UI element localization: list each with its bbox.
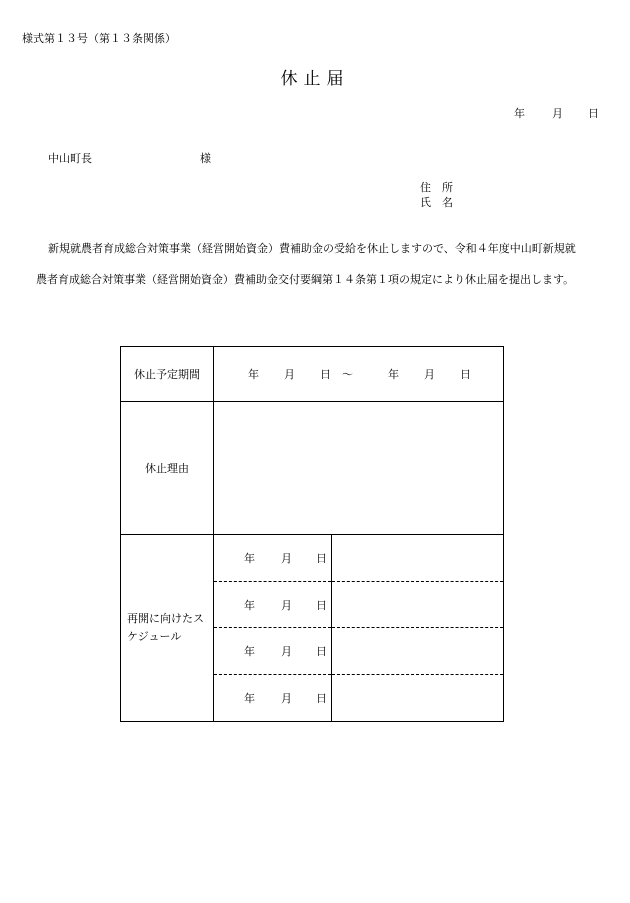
schedule-year: 年 [244,692,255,705]
period-start-month: 月 [284,368,295,381]
recipient-honorific: 様 [200,152,211,165]
address-label: 住 所 [420,181,453,194]
period-start-year: 年 [248,368,259,381]
schedule-date-3[interactable] [214,628,332,675]
period-label: 休止予定期間 [121,347,214,402]
schedule-month: 月 [281,692,292,705]
recipient-name: 中山町長 [48,152,92,165]
period-start-day: 日 [320,368,331,381]
date-month-label: 月 [552,107,563,120]
period-end-day: 日 [460,368,471,381]
schedule-month: 月 [281,598,292,612]
reason-field[interactable] [214,402,504,535]
schedule-day: 日 [316,552,327,565]
schedule-label: 再開に向けたスケジュール [121,535,214,722]
schedule-content-3[interactable] [332,628,504,675]
body-line-1: 新規就農者育成総合対策事業（経営開始資金）費補助金の受給を休止しますので、令和４年度中山町新規就 [48,242,576,255]
schedule-year: 年 [244,598,255,612]
date-year-label: 年 [514,107,525,120]
period-row [121,347,504,402]
schedule-content-2[interactable] [332,582,504,628]
form-number: 様式第１３号（第１３条関係） [22,32,176,45]
reason-row [121,402,504,535]
suspension-table [120,346,504,722]
schedule-month: 月 [281,552,292,565]
schedule-content-1[interactable] [332,535,504,582]
period-tilde: ～ [342,368,353,381]
body-line-2: 農者育成総合対策事業（経営開始資金）費補助金交付要綱第１４条第１項の規定により休止届を提出します。 [36,273,575,286]
date-day-label: 日 [588,107,599,120]
schedule-date-4[interactable] [214,675,332,722]
period-end-year: 年 [388,368,399,381]
schedule-month: 月 [281,645,292,658]
name-label: 氏 名 [420,196,453,209]
page-title: 休止届 [280,69,350,89]
schedule-date-2[interactable] [214,582,332,628]
schedule-day: 日 [316,645,327,658]
period-end-month: 月 [424,368,435,381]
schedule-day: 日 [316,692,327,705]
schedule-content-4[interactable] [332,675,504,722]
reason-label: 休止理由 [121,402,214,535]
schedule-row [121,535,504,582]
schedule-day: 日 [316,598,327,612]
period-value [214,347,504,402]
schedule-date-1[interactable] [214,535,332,582]
schedule-year: 年 [244,645,255,658]
schedule-year: 年 [244,552,255,565]
